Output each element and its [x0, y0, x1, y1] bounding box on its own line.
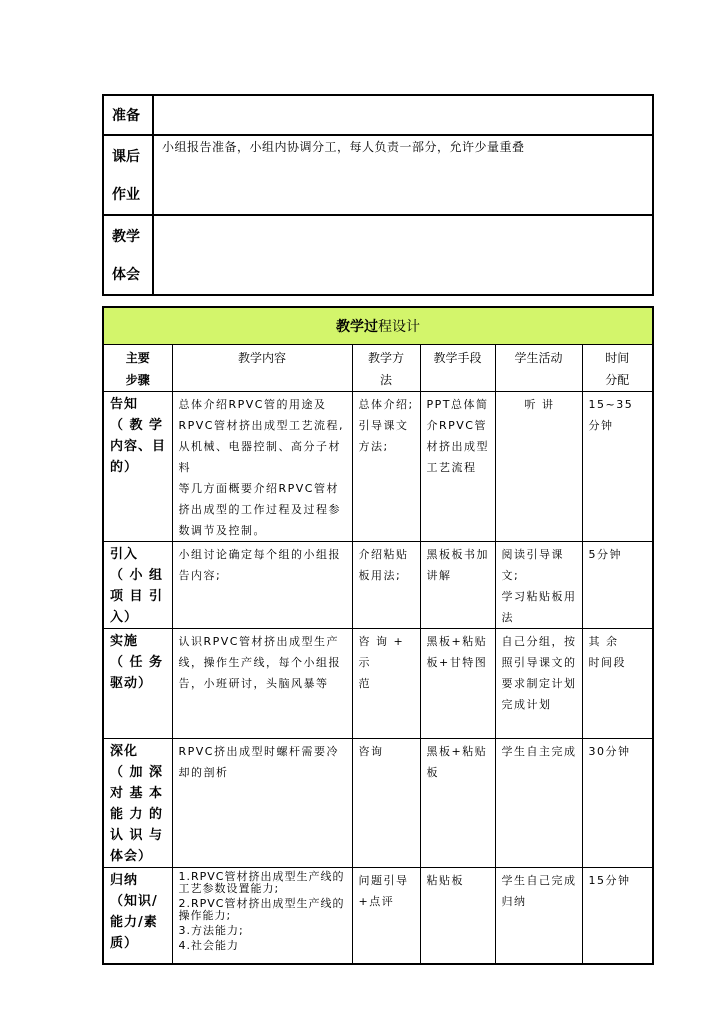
step-cell: 归纳 （知识/ 能力/素 质） [103, 868, 172, 964]
activity-cell: 听 讲 [495, 392, 582, 542]
content-cell: 总体介绍RPVC管的用途及 RPVC管材挤出成型工艺流程, 从机械、电器控制、高分子材料 等几方面概要介绍RPVC管材 挤出成型的工作过程及过程参 数调节及控制。 [172, 392, 352, 542]
preparation-content [153, 95, 653, 135]
step-cell: 深化 （ 加 深 对 基 本 能 力 的 认 识 与 体会） [103, 739, 172, 868]
column-header: 学生活动 [495, 345, 582, 392]
time-cell: 其 余 时间段 [582, 629, 653, 739]
table-row [103, 629, 653, 739]
row-label-reflection: 教学 体会 [103, 215, 153, 295]
step-cell: 引入 （ 小 组 项 目 引 入） [103, 542, 172, 629]
content-cell: 1.RPVC管材挤出成型生产线的工艺参数设置能力; 2.RPVC管材挤出成型生产线的操作能力; 3.方法能力; 4.社会能力 [172, 868, 352, 964]
time-cell: 5分钟 [582, 542, 653, 629]
means-cell: PPT总体简 介RPVC管 材挤出成型 工艺流程 [420, 392, 495, 542]
activity-cell: 阅读引导课文; 学习粘贴板用 法 [495, 542, 582, 629]
reflection-content [153, 215, 653, 295]
means-cell: 黑板+粘贴 板 [420, 739, 495, 868]
activity-cell: 自己分组，按 照引导课文的 要求制定计划 完成计划 [495, 629, 582, 739]
content-cell: 小组讨论确定每个组的小组报 告内容; [172, 542, 352, 629]
column-header: 时间 分配 [582, 345, 653, 392]
time-cell: 30分钟 [582, 739, 653, 868]
process-title: 教学过程设计 [103, 307, 653, 345]
time-cell: 15~35 分钟 [582, 392, 653, 542]
process-table [102, 306, 654, 965]
activity-cell: 学生自主完成 [495, 739, 582, 868]
step-cell: 告知 （ 教 学 内容、目 的） [103, 392, 172, 542]
column-header: 教学手段 [420, 345, 495, 392]
column-header: 主要 步骤 [103, 345, 172, 392]
table-row [103, 215, 653, 295]
content-cell: RPVC挤出成型时螺杆需要冷 却的剖析 [172, 739, 352, 868]
method-cell: 咨询 [352, 739, 420, 868]
method-cell: 介绍粘贴 板用法; [352, 542, 420, 629]
table-row [103, 95, 653, 135]
time-cell: 15分钟 [582, 868, 653, 964]
table-row [103, 739, 653, 868]
table-row [103, 868, 653, 964]
content-cell: 认识RPVC管材挤出成型生产 线，操作生产线，每个小组报 告，小班研讨，头脑风暴等 [172, 629, 352, 739]
column-header: 教学内容 [172, 345, 352, 392]
method-cell: 总体介绍; 引导课文 方法; [352, 392, 420, 542]
method-cell: 咨 询 + 示 范 [352, 629, 420, 739]
means-cell: 粘贴板 [420, 868, 495, 964]
row-label-homework: 课后 作业 [103, 135, 153, 215]
header-row [103, 345, 653, 392]
table-row [103, 392, 653, 542]
summary-table [102, 94, 654, 296]
means-cell: 黑板+粘贴 板+甘特图 [420, 629, 495, 739]
table-row [103, 542, 653, 629]
homework-content: 小组报告准备，小组内协调分工，每人负责一部分，允许少量重叠 [153, 135, 653, 215]
row-label-preparation: 准备 [103, 95, 153, 135]
step-cell: 实施 （ 任 务 驱动） [103, 629, 172, 739]
activity-cell: 学生自己完成 归纳 [495, 868, 582, 964]
column-header: 教学方 法 [352, 345, 420, 392]
table-row [103, 135, 653, 215]
method-cell: 问题引导 +点评 [352, 868, 420, 964]
means-cell: 黑板板书加 讲解 [420, 542, 495, 629]
